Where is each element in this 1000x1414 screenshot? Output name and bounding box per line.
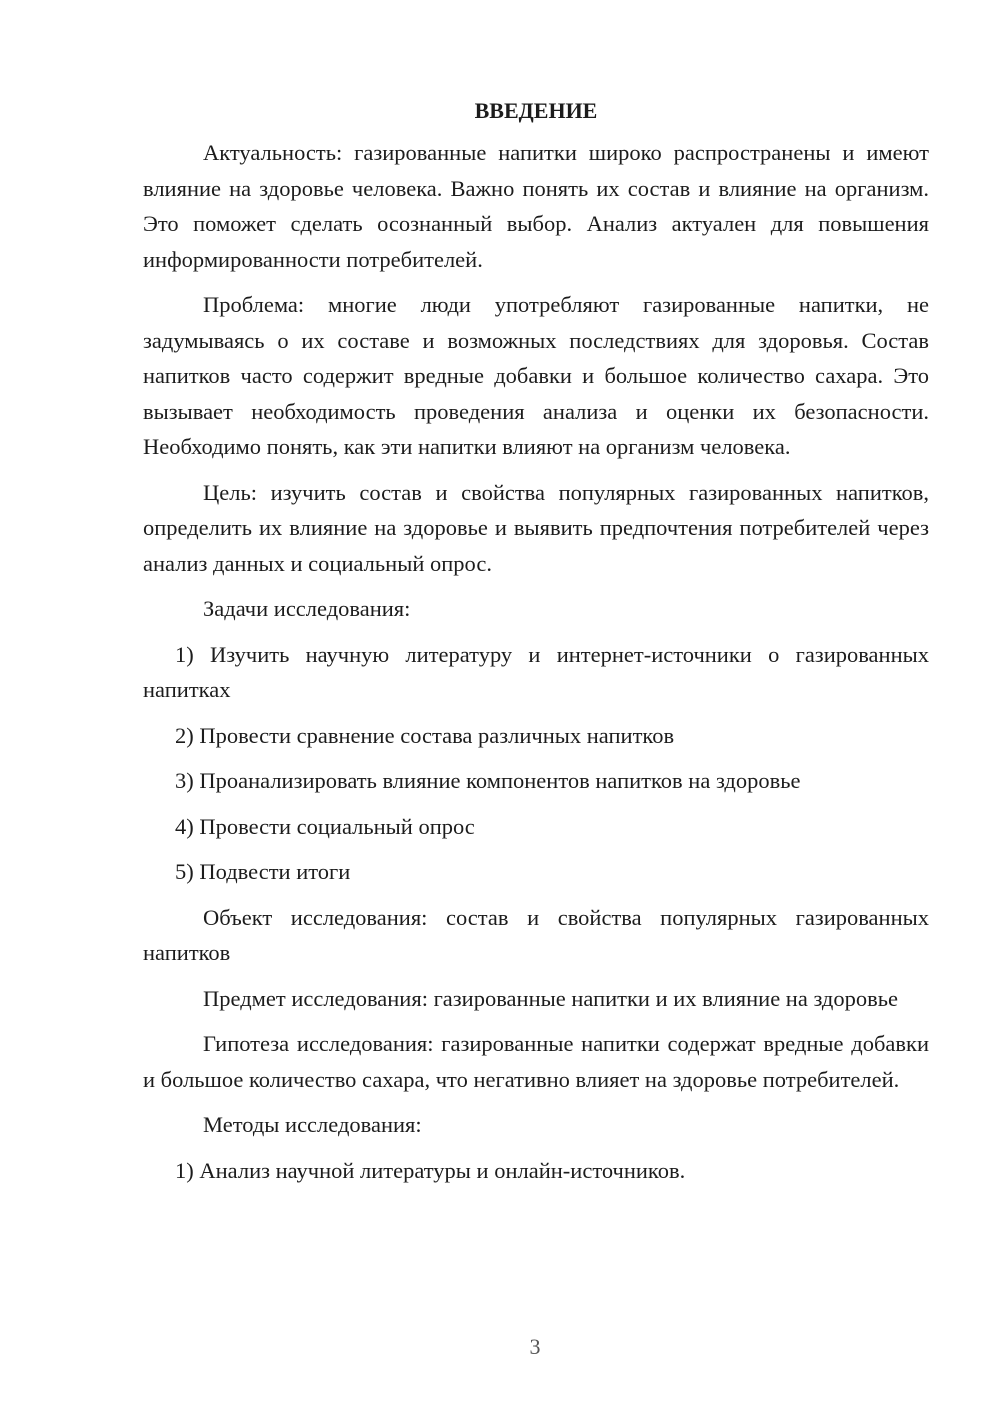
method-item: 1) Анализ научной литературы и онлайн-источников.: [175, 1157, 686, 1183]
tasks-title: Задачи исследования:: [203, 596, 411, 621]
task-item: 4) Провести социальный опрос: [175, 813, 475, 839]
page-number: 3: [529, 1334, 541, 1359]
document-body: [143, 96, 929, 1198]
hypothesis-paragraph: Гипотеза исследования: газированные напитки содержат вредные добавки и большое количество сахара, что негативно влияет на здоровье потребителей.: [143, 1031, 929, 1092]
relevance-paragraph: Актуальность: газированные напитки широко распространены и имеют влияние на здоровье человека. Важно понять их состав и влияние на организм. Это поможет сделать осознанный выбор. Анализ актуален для повышения информированности потребителей.: [143, 140, 929, 272]
task-item: 1) Изучить научную литературу и интернет-источники о газированных напитках: [143, 641, 929, 702]
task-item: 2) Провести сравнение состава различных напитков: [175, 722, 675, 748]
problem-paragraph: Проблема: многие люди употребляют газированные напитки, не задумываясь о их составе и возможных последствиях для здоровья. Состав напитков часто содержит вредные добавки и большое количество сахара. Это вызывает необходимость проведения анализа и оценки их безопасности. Необходимо понять, как эти напитки влияют на организм человека.: [143, 292, 929, 459]
object-paragraph: Объект исследования: состав и свойства популярных газированных напитков: [143, 904, 929, 965]
methods-title: Методы исследования:: [203, 1112, 422, 1137]
task-item: 3) Проанализировать влияние компонентов напитков на здоровье: [175, 768, 801, 793]
section-heading: ВВЕДЕНИЕ: [474, 98, 598, 123]
goal-paragraph: Цель: изучить состав и свойства популярных газированных напитков, определить их влияние на здоровье и выявить предпочтения потребителей через анализ данных и социальный опрос.: [143, 479, 929, 576]
task-item: 5) Подвести итоги: [175, 859, 351, 884]
subject-paragraph: Предмет исследования: газированные напитки и их влияние на здоровье: [203, 985, 899, 1011]
